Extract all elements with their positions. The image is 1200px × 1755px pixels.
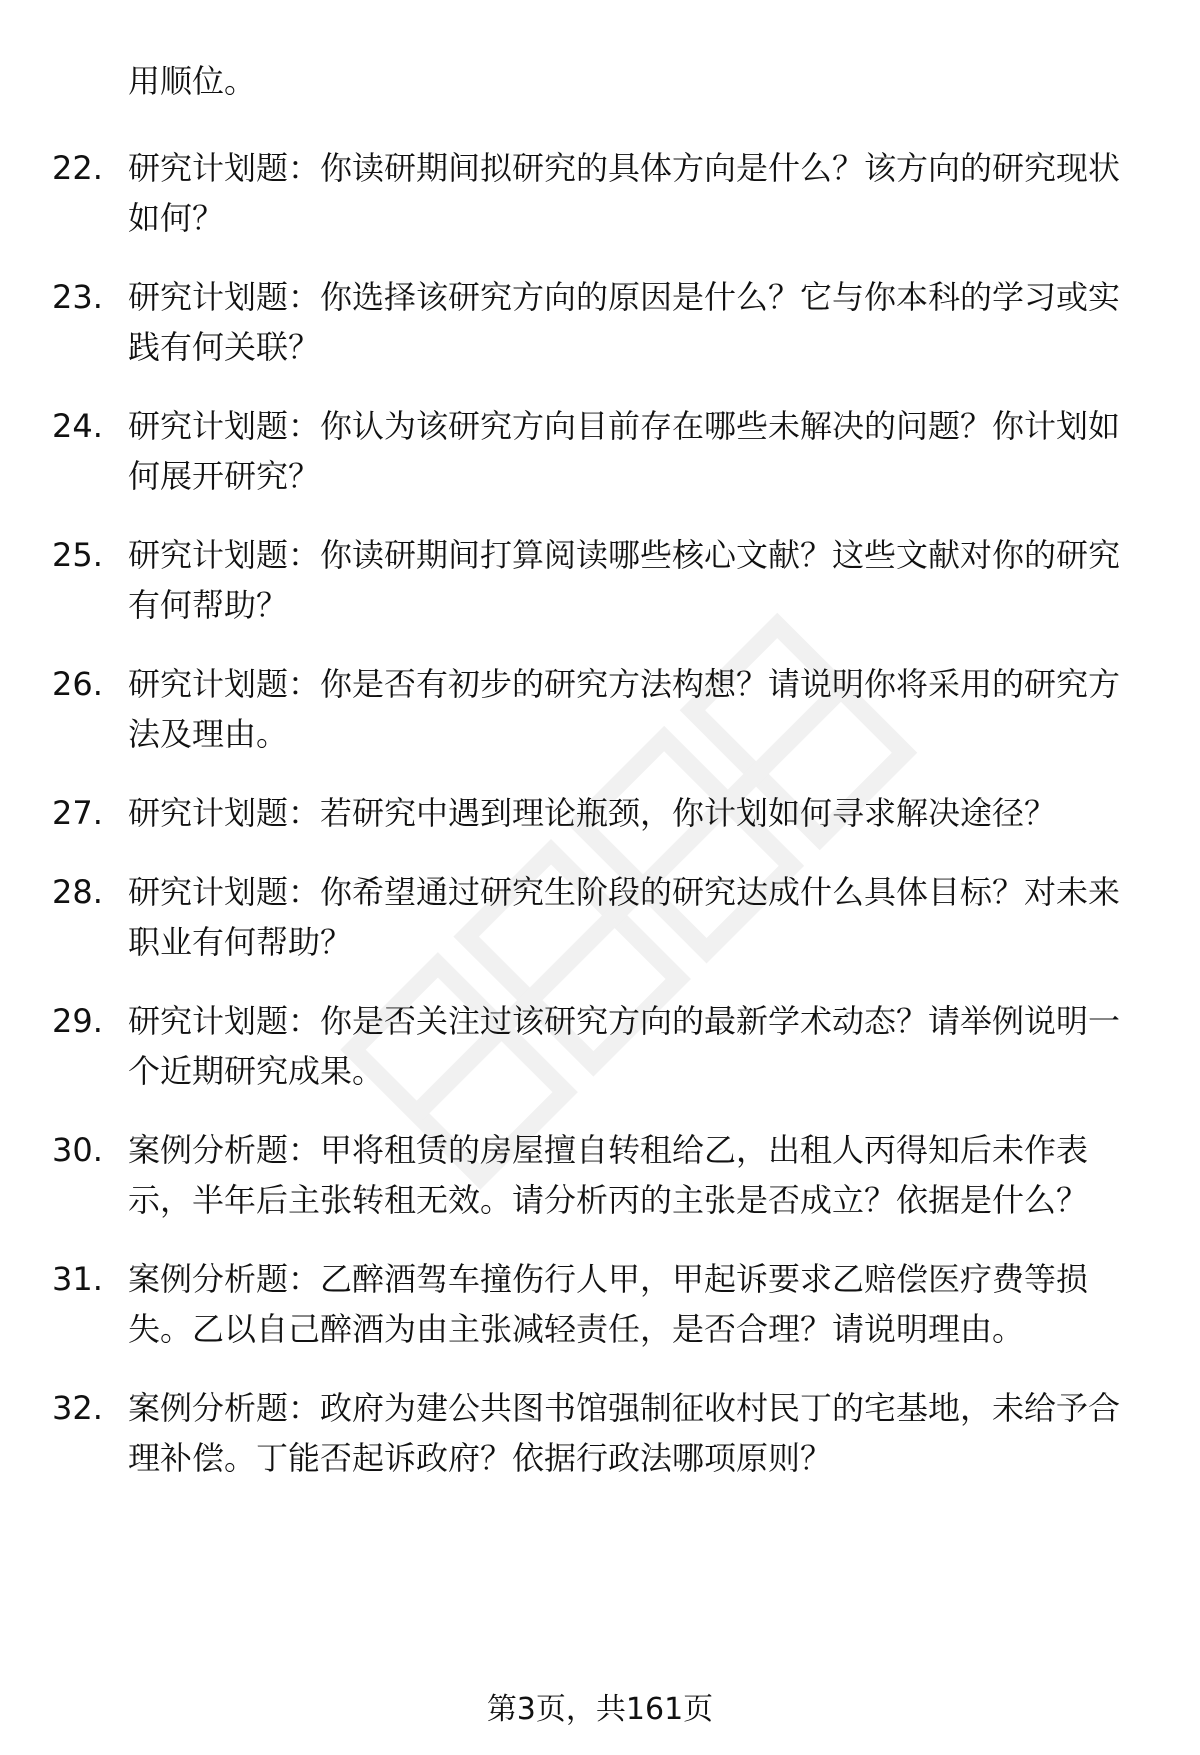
question-text: 研究计划题：你读研期间打算阅读哪些核心文献？这些文献对你的研究有何帮助？	[128, 536, 1121, 624]
page-footer: 第3页，共161页	[486, 1692, 714, 1727]
question-text: 研究计划题：你是否关注过该研究方向的最新学术动态？请举例说明一个近期研究成果。	[128, 1002, 1121, 1090]
question-text: 研究计划题：你希望通过研究生阶段的研究达成什么具体目标？对未来职业有何帮助？	[128, 873, 1121, 961]
question-item	[0, 659, 1200, 759]
question-number: 24.	[52, 407, 103, 445]
question-number: 28.	[52, 873, 103, 911]
question-text: 研究计划题：你读研期间拟研究的具体方向是什么？该方向的研究现状如何？	[128, 149, 1121, 237]
question-item	[0, 272, 1200, 372]
question-item	[0, 1254, 1200, 1354]
question-number: 23.	[52, 278, 103, 316]
question-list	[0, 143, 1200, 1512]
question-number: 27.	[52, 794, 103, 832]
question-text: 研究计划题：你是否有初步的研究方法构想？请说明你将采用的研究方法及理由。	[128, 665, 1121, 753]
question-text: 研究计划题：若研究中遇到理论瓶颈，你计划如何寻求解决途径？	[128, 794, 1057, 832]
question-item	[0, 1125, 1200, 1225]
question-number: 30.	[52, 1131, 103, 1169]
question-text: 案例分析题：甲将租赁的房屋擅自转租给乙，出租人丙得知后未作表示，半年后主张转租无效。请分析丙的主张是否成立？依据是什么？	[128, 1131, 1089, 1219]
continuation-text: 用顺位。	[128, 62, 257, 100]
question-number: 32.	[52, 1389, 103, 1427]
question-item	[0, 996, 1200, 1096]
question-item	[0, 788, 1200, 838]
question-text: 研究计划题：你选择该研究方向的原因是什么？它与你本科的学习或实践有何关联？	[128, 278, 1121, 366]
question-text: 研究计划题：你认为该研究方向目前存在哪些未解决的问题？你计划如何展开研究？	[128, 407, 1121, 495]
question-item	[0, 530, 1200, 630]
question-text: 案例分析题：乙醉酒驾车撞伤行人甲，甲起诉要求乙赔偿医疗费等损失。乙以自己醉酒为由主张减轻责任，是否合理？请说明理由。	[128, 1260, 1089, 1348]
question-number: 29.	[52, 1002, 103, 1040]
question-number: 26.	[52, 665, 103, 703]
question-item	[0, 143, 1200, 243]
question-number: 31.	[52, 1260, 103, 1298]
question-item	[0, 1383, 1200, 1483]
question-number: 22.	[52, 149, 103, 187]
question-number: 25.	[52, 536, 103, 574]
question-item	[0, 867, 1200, 967]
question-item	[0, 401, 1200, 501]
question-text: 案例分析题：政府为建公共图书馆强制征收村民丁的宅基地，未给予合理补偿。丁能否起诉政府？依据行政法哪项原则？	[128, 1389, 1121, 1477]
